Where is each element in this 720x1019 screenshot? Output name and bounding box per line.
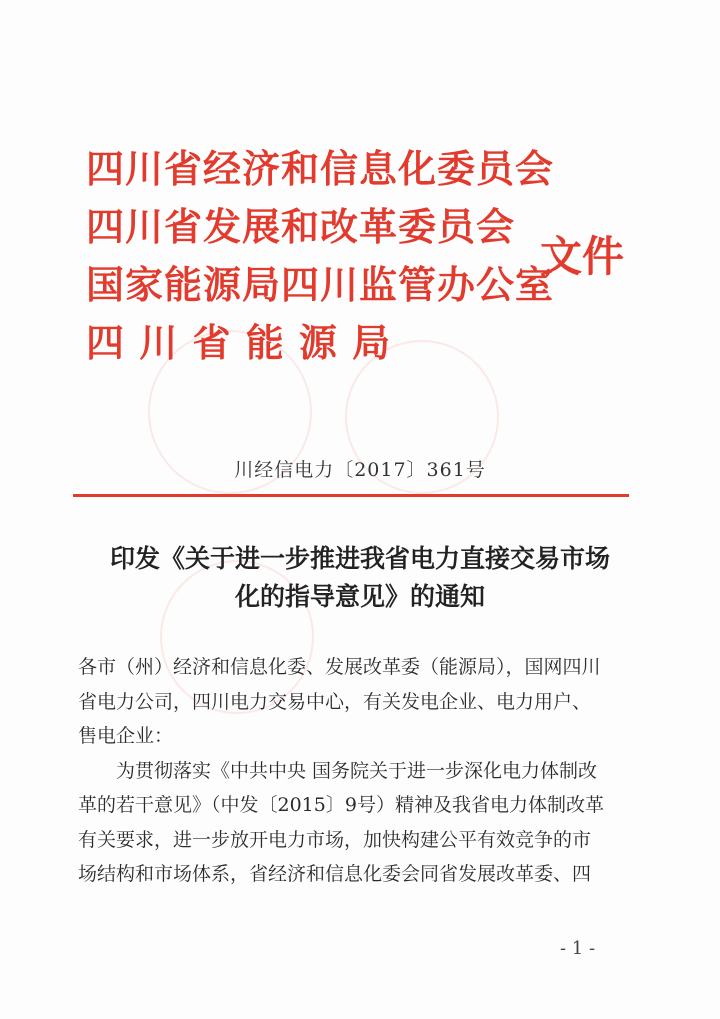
body-line: 有关要求，进一步放开电力市场，加快构建公平有效竞争的市 xyxy=(78,828,592,851)
issuing-bodies xyxy=(86,140,555,372)
issuer-line: 四 川 省 能 源 局 xyxy=(86,321,392,365)
title-line: 化的指导意见》的通知 xyxy=(234,582,485,611)
body-line: 场结构和市场体系，省经济和信息化委会同省发展改革委、四 xyxy=(78,863,592,885)
document-body xyxy=(78,650,638,892)
addressee xyxy=(78,650,638,754)
red-divider xyxy=(73,494,629,497)
body-line: 各市（州）经济和信息化委、发展改革委（能源局），国网四川 xyxy=(78,656,601,678)
body-line: 省电力公司，四川电力交易中心，有关发电企业、电力用户、 xyxy=(78,690,592,713)
document-suffix: 文件 xyxy=(540,232,625,281)
issuer-line: 四川省发展和改革委员会 xyxy=(86,205,516,249)
document-number: 川经信电力〔2017〕361号 xyxy=(234,459,486,481)
page-number: - 1 - xyxy=(560,938,596,959)
title-line: 印发《关于进一步推进我省电力直接交易市场 xyxy=(109,544,610,573)
body-paragraph xyxy=(78,754,638,892)
body-line: 革的若干意见》（中发〔2015〕9号）精神及我省电力体制改革 xyxy=(78,794,604,816)
issuer-line: 四川省经济和信息化委员会 xyxy=(86,147,555,191)
body-line: 为贯彻落实《中共中央 国务院关于进一步深化电力体制改 xyxy=(116,759,598,782)
issuer-line: 国家能源局四川监管办公室 xyxy=(86,263,555,307)
body-line: 售电企业： xyxy=(78,725,174,747)
document-title xyxy=(80,540,640,616)
